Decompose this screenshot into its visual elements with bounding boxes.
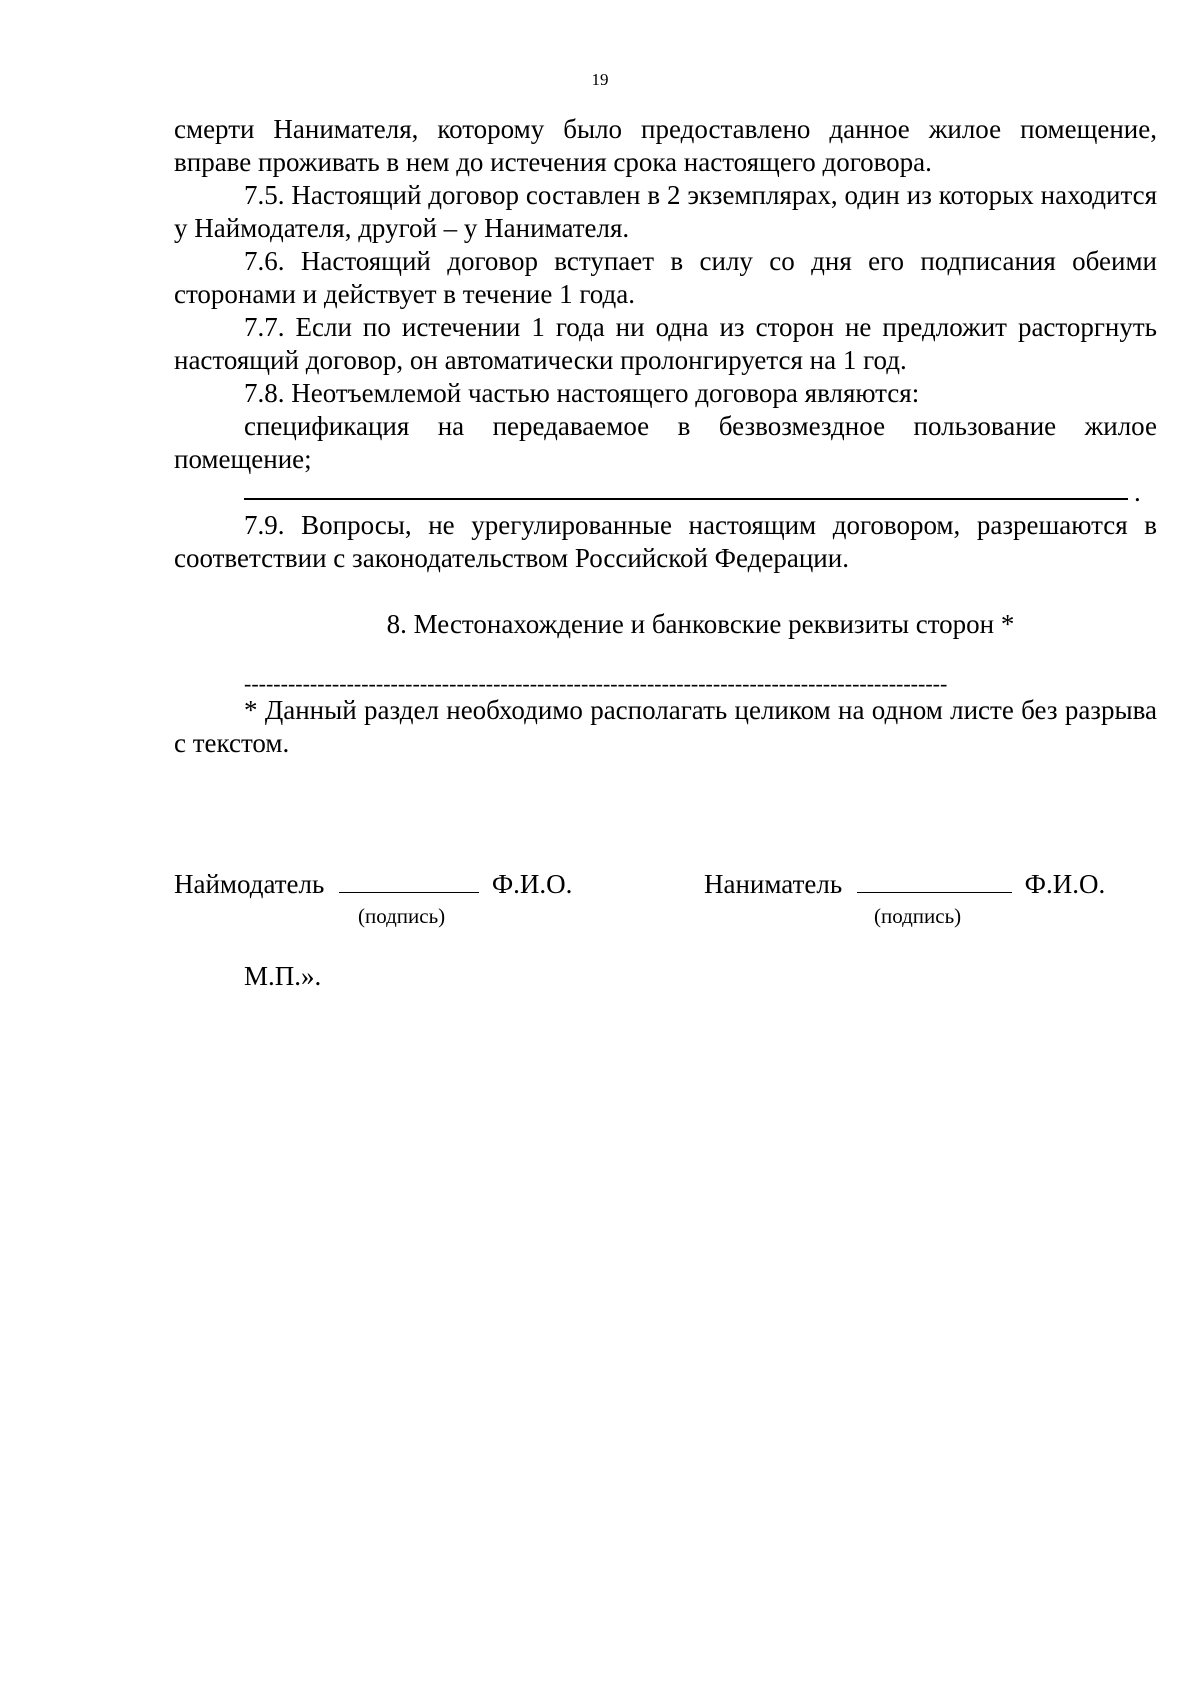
paragraph-7-9: 7.9. Вопросы, не урегулированные настоящим договором, разрешаются в соответствии с законодательством Российской Федерации. — [174, 510, 1157, 573]
paragraph-7-4-line-1: смерти Нанимателя, которому было предоставлено данное жилое помещение, — [174, 114, 1157, 144]
section-8-title: 8. Местонахождение и банковские реквизиты сторон * — [386, 609, 1015, 639]
signature-block — [174, 868, 1157, 928]
paragraph-7-5: 7.5. Настоящий договор составлен в 2 экземплярах, один из которых находится у Наймодателя, другой – у Нанимателя. — [174, 180, 1157, 243]
landlord-signature — [174, 868, 572, 901]
stamp-place: М.П.». — [244, 961, 322, 991]
paragraph-7-6: 7.6. Настоящий договор вступает в силу со дня его подписания обеими сторонами и действует в течение 1 года. — [174, 246, 1157, 309]
blank-fill-row — [244, 476, 1157, 509]
tenant-signature-line — [857, 868, 1012, 893]
landlord-fio: Ф.И.О. — [491, 869, 573, 899]
blank-fill-period: . — [1134, 477, 1141, 507]
tenant-label: Наниматель — [704, 869, 843, 899]
tenant-signature — [704, 868, 1105, 901]
paragraph-7-4-line-2: вправе проживать в нем до истечения срока настоящего договора. — [174, 147, 932, 177]
dashed-separator: ------------------------------------------------------------------------------------------------ — [244, 674, 948, 694]
paragraph-7-8: 7.8. Неотъемлемой частью настоящего договора являются: — [244, 378, 920, 408]
tenant-fio: Ф.И.О. — [1024, 869, 1106, 899]
paragraph-specification: спецификация на передаваемое в безвозмездное пользование жилое помещение; — [174, 411, 1157, 474]
paragraph-7-7: 7.7. Если по истечении 1 года ни одна из сторон не предложит расторгнуть настоящий договор, он автоматически пролонгируется на 1 год. — [174, 312, 1157, 375]
blank-fill-line — [244, 498, 1128, 500]
section-8-footnote: * Данный раздел необходимо располагать целиком на одном листе без разрыва с текстом. — [174, 695, 1157, 758]
tenant-signature-caption: (подпись) — [874, 904, 962, 928]
landlord-signature-caption: (подпись) — [358, 904, 446, 928]
document-body — [174, 113, 1157, 760]
landlord-signature-line — [339, 868, 479, 893]
page-number: 19 — [591, 70, 609, 89]
landlord-label: Наймодатель — [174, 869, 325, 899]
